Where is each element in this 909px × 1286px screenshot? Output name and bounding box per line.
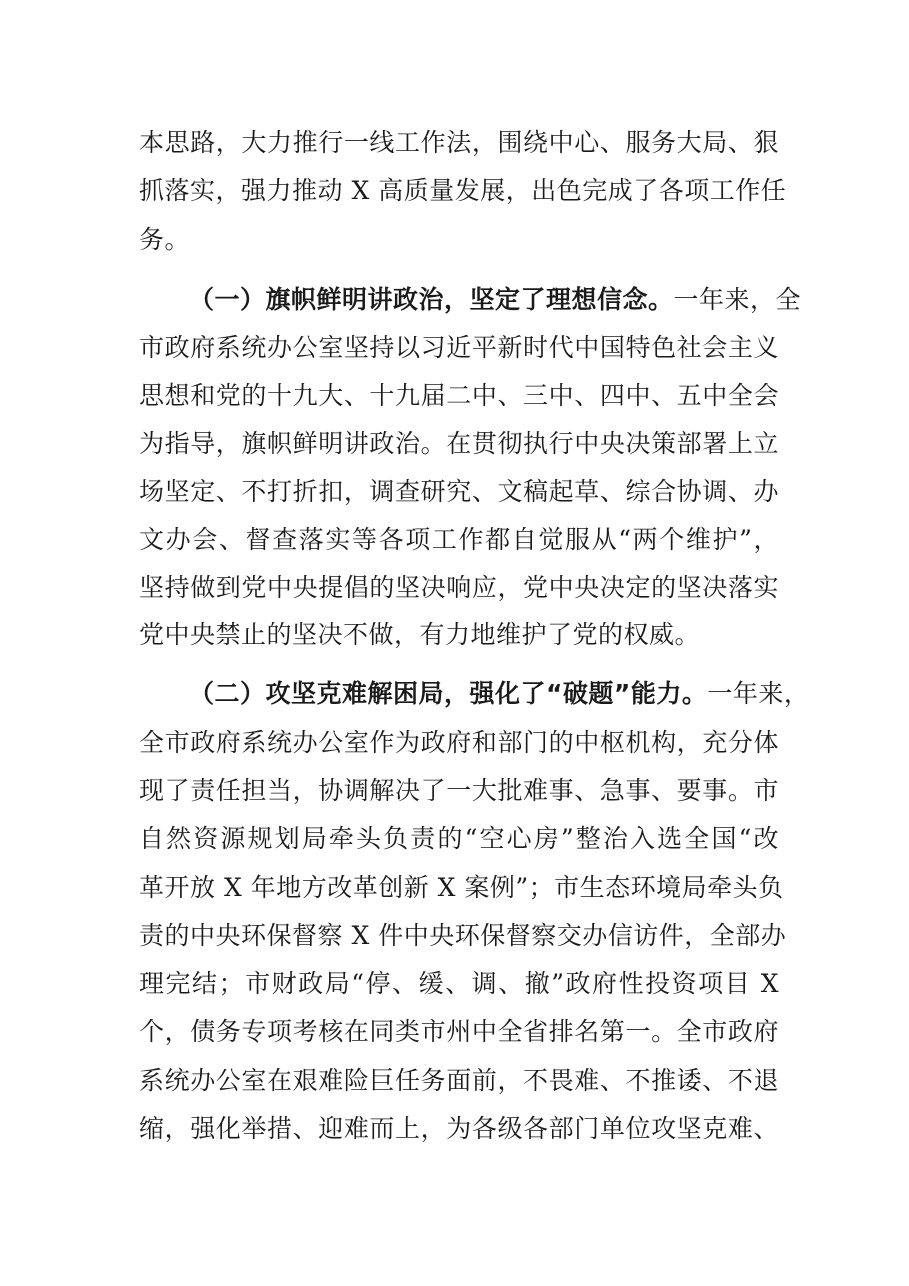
section-1-line-2: 思想和党的十九大、十九届二中、三中、四中、五中全会: [139, 381, 779, 410]
section-2-first-line-rest: 一年来，: [707, 679, 810, 708]
intro-line-3: 务。: [139, 225, 191, 254]
section-2-line-5: 责的中央环保督察 X 件中央环保督察交办信访件，全部办: [139, 921, 787, 950]
section-2-line-1: 全市政府系统办公室作为政府和部门的中枢机构，充分体: [139, 728, 779, 757]
section-1-first-line-rest: 一年来，全: [673, 285, 802, 314]
section-1-line-5: 文办会、督查落实等各项工作都自觉服从“两个维护”，: [139, 525, 779, 554]
section-1-line-7: 党中央禁止的坚决不做，有力地维护了党的权威。: [139, 620, 701, 649]
section-2-first-line: [189, 679, 810, 709]
section-1-line-6: 坚持做到党中央提倡的坚决响应，党中央决定的坚决落实: [139, 573, 779, 602]
section-2-line-9: 缩，强化举措、迎难而上，为各级各部门单位攻坚克难、: [139, 1114, 779, 1143]
section-1-line-4: 场坚定、不打折扣，调查研究、文稿起草、综合协调、办: [139, 477, 779, 506]
section-1-first-line: [189, 285, 802, 315]
section-2-line-6: 理完结；市财政局“停、缓、调、撤”政府性投资项目 X: [139, 969, 779, 998]
section-2-line-7: 个，债务专项考核在同类市州中全省排名第一。全市政府: [139, 1017, 779, 1046]
section-2-line-4: 革开放 X 年地方改革创新 X 案例”；市生态环境局牵头负: [139, 873, 784, 902]
section-1-line-1: 市政府系统办公室坚持以习近平新时代中国特色社会主义: [139, 333, 779, 362]
intro-line-1: 本思路，大力推行一线工作法，围绕中心、服务大局、狠: [139, 128, 779, 157]
section-1-line-3: 为指导，旗帜鲜明讲政治。在贯彻执行中央决策部署上立: [139, 429, 779, 458]
section-2-line-3: 自然资源规划局牵头负责的“空心房”整治入选全国“改: [139, 824, 779, 853]
section-2-heading: （二）攻坚克难解困局，强化了“破题”能力。: [189, 679, 708, 708]
intro-line-2: 抓落实，强力推动 X 高质量发展，出色完成了各项工作任: [139, 176, 787, 205]
section-1-heading: （一）旗帜鲜明讲政治，坚定了理想信念。: [189, 285, 674, 314]
section-2-line-2: 现了责任担当，协调解决了一大批难事、急事、要事。市: [139, 776, 779, 805]
section-2-line-8: 系统办公室在艰难险巨任务面前，不畏难、不推诿、不退: [139, 1066, 779, 1095]
